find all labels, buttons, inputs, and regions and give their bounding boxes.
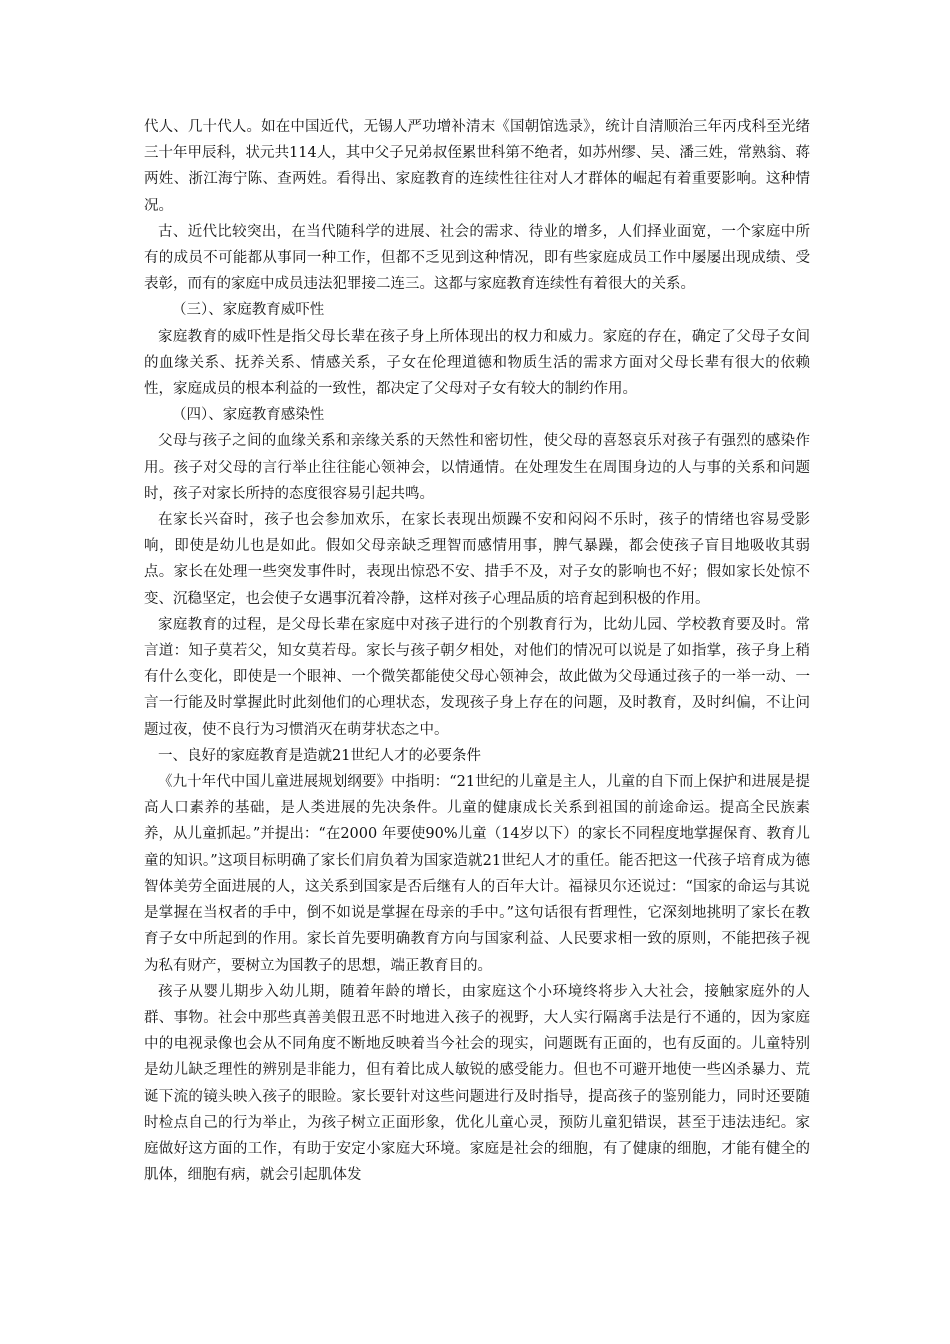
paragraph-7: 《九十年代中国儿童进展规划纲要》中指明：“21世纪的儿童是主人，儿童的自下而上保护和进展是提高人口素养的基础，是人类进展的先决条件。儿童的健康成长关系到祖国的前途命运。提高全民族素养，从儿童抓起。”并提出：“在2000 年要使90%儿童（14岁以下）的家长不同程度地掌握保育、教育儿童的知识。”这项目标明确了家长们肩负着为国家造就21世纪人才的重任。能否把这一代孩子培育成为德智体美劳全面进展的人，这关系到国家是否后继有人的百年大计。福禄贝尔还说过：“国家的命运与其说是掌握在当权者的手中，倒不如说是掌握在母亲的手中。”这句话很有哲理性，它深刻地挑明了家长在教育子女中所起到的作用。家长首先要明确教育方向与国家利益、人民要求相一致的原则，不能把孩子视为私有财产，要树立为国教子的思想，端正教育目的。 — [144, 774, 810, 974]
section-heading-1: 一、良好的家庭教育是造就21世纪人才的必要条件 — [158, 747, 481, 764]
section-heading-4: （四）、家庭教育感染性 — [172, 407, 325, 424]
section-heading-3: （三）、家庭教育威吓性 — [172, 302, 325, 319]
paragraph-5: 在家长兴奋时，孩子也会参加欢乐，在家长表现出烦躁不安和闷闷不乐时，孩子的情绪也容易受影响，即使是幼儿也是如此。假如父母亲缺乏理智而感情用事，脾气暴躁，都会使孩子盲目地吸收其弱点。家长在处理一些突发事件时，表现出惊恐不安、措手不及，对子女的影响也不好；假如家长处惊不变、沉稳坚定，也会使子女遇事沉着冷静，这样对孩子心理品质的培育起到积极的作用。 — [144, 512, 810, 607]
document-body — [144, 114, 810, 1188]
paragraph-8: 孩子从婴儿期步入幼儿期，随着年龄的增长，由家庭这个小环境终将步入大社会，接触家庭外的人群、事物。社会中那些真善美假丑恶不时地进入孩子的视野，大人实行隔离手法是行不通的，因为家庭中的电视录像也会从不同角度不断地反映着当今社会的现实，问题既有正面的，也有反面的。儿童特别是幼儿缺乏理性的辨别是非能力，但有着比成人敏锐的感受能力。但也不可避开地使一些凶杀暴力、荒诞下流的镜头映入孩子的眼睑。家长要针对这些问题进行及时指导，提高孩子的鉴别能力，同时还要随时检点自己的行为举止，为孩子树立正面形象，优化儿童心灵，预防儿童犯错误，甚至于违法违纪。家庭做好这方面的工作，有助于安定小家庭大环境。家庭是社会的细胞，有了健康的细胞，才能有健全的肌体，细胞有病，就会引起肌体发 — [144, 983, 810, 1184]
paragraph-4: 父母与孩子之间的血缘关系和亲缘关系的天然性和密切性，使父母的喜怒哀乐对孩子有强烈的感染作用。孩子对父母的言行举止往往能心领神会，以情通情。在处理发生在周围身边的人与事的关系和问题时，孩子对家长所持的态度很容易引起共鸣。 — [144, 433, 810, 502]
paragraph-3: 家庭教育的威吓性是指父母长辈在孩子身上所体现出的权力和威力。家庭的存在，确定了父母子女间的血缘关系、抚养关系、情感关系，子女在伦理道德和物质生活的需求方面对父母长辈有很大的依赖性，家庭成员的根本利益的一致性，都决定了父母对子女有较大的制约作用。 — [144, 328, 810, 398]
paragraph-1: 代人、几十代人。如在中国近代，无锡人严功增补清末《国朝馆选录》，统计自清顺治三年丙戌科至光绪三十年甲辰科，状元共114人，其中父子兄弟叔侄累世科第不绝者，如苏州缪、吴、潘三姓，常熟翁、蒋两姓、浙江海宁陈、查两姓。看得出、家庭教育的连续性往往对人才群体的崛起有着重要影响。这种情况。 — [144, 119, 810, 214]
paragraph-6: 家庭教育的过程，是父母长辈在家庭中对孩子进行的个别教育行为，比幼儿园、学校教育要及时。常言道：知子莫若父，知女莫若母。家长与孩子朝夕相处，对他们的情况可以说是了如指掌，孩子身上稍有什么变化，即使是一个眼神、一个微笑都能使父母心领神会，故此做为父母通过孩子的一举一动、一言一行能及时掌握此时此刻他们的心理状态，发现孩子身上存在的问题，及时教育，及时纠偏，不让问题过夜，使不良行为习惯消灭在萌芽状态之中。 — [144, 616, 810, 738]
paragraph-2: 古、近代比较突出，在当代随科学的进展、社会的需求、待业的增多，人们择业面宽，一个家庭中所有的成员不可能都从事同一种工作，但都不乏见到这种情况，即有些家庭成员工作中屡屡出现成绩、受表彰，而有的家庭中成员违法犯罪接二连三。这都与家庭教育连续性有着很大的关系。 — [144, 223, 810, 293]
